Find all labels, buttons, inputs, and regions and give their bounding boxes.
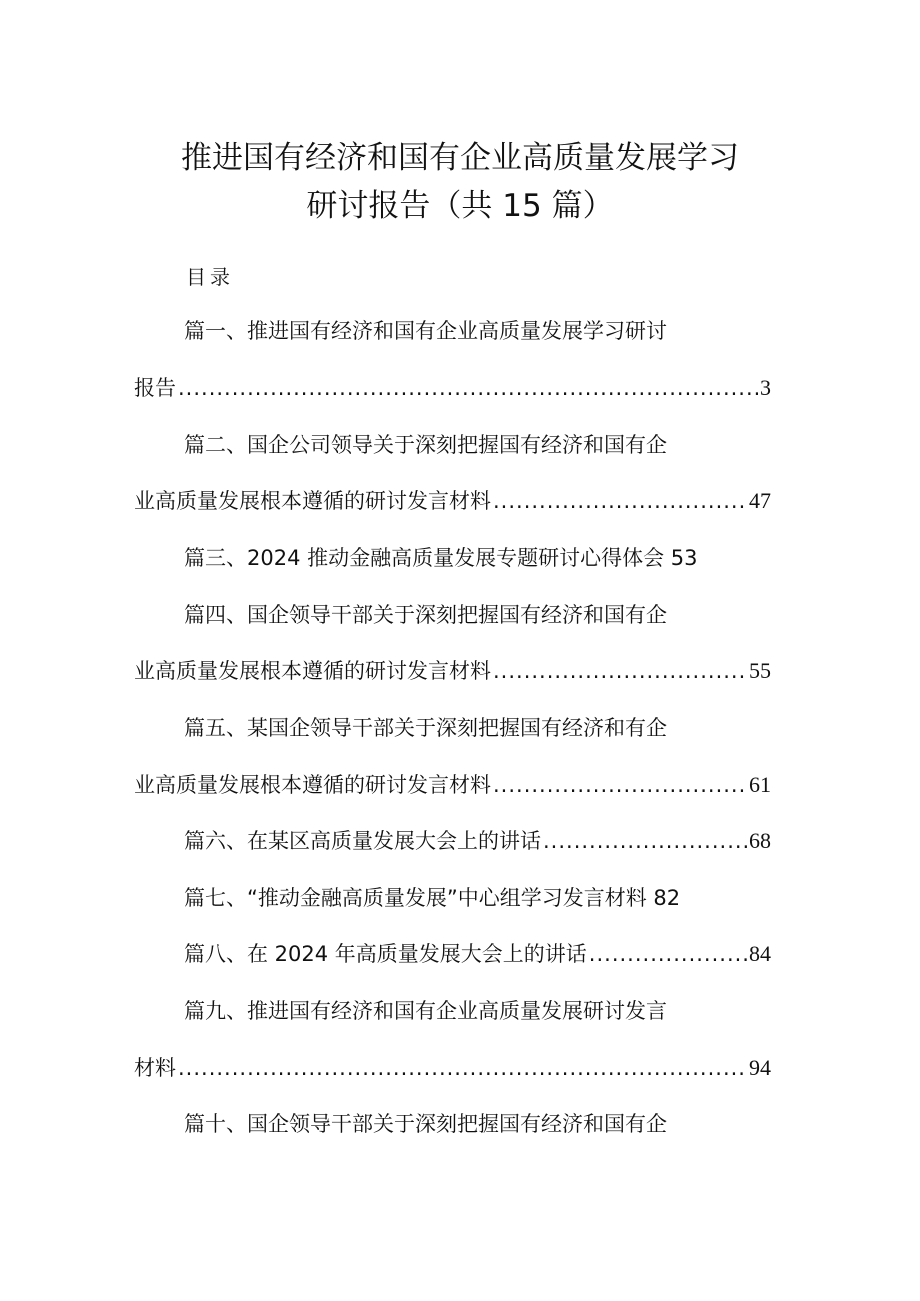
toc-entry-6-line-1[interactable] xyxy=(184,827,771,855)
toc-entry-6-text: 篇六、在某区高质量发展大会上的讲话 xyxy=(184,829,541,853)
toc-entry-8-text: 篇八、在 2024 年高质量发展大会上的讲话 xyxy=(184,942,587,966)
toc-entry-2-line-1[interactable]: 篇二、国企公司领导关于深刻把握国有经济和国有企 xyxy=(184,433,667,457)
toc-leader-dots xyxy=(589,940,747,968)
toc-entry-4-line-1[interactable]: 篇四、国企领导干部关于深刻把握国有经济和国有企 xyxy=(184,603,667,627)
toc-entry-9-page: 94 xyxy=(749,1055,771,1080)
toc-entry-2-line-2[interactable] xyxy=(134,487,771,515)
toc-entry-5-line-2[interactable] xyxy=(134,771,771,799)
toc-entry-2-page: 47 xyxy=(749,488,771,513)
toc-leader-dots xyxy=(493,657,747,685)
toc-entry-1-text: 报告 xyxy=(134,376,176,400)
document-title-line-2: 研讨报告（共 15 篇） xyxy=(306,188,614,224)
toc-entry-2-text: 业高质量发展根本遵循的研讨发言材料 xyxy=(134,489,491,513)
toc-entry-9-text: 材料 xyxy=(134,1056,176,1080)
toc-entry-4-page: 55 xyxy=(749,658,771,683)
toc-entry-1-line-1[interactable]: 篇一、推进国有经济和国有企业高质量发展学习研讨 xyxy=(184,319,667,343)
toc-entry-6-page: 68 xyxy=(749,828,771,853)
toc-entry-5-line-1[interactable]: 篇五、某国企领导干部关于深刻把握国有经济和有企 xyxy=(184,716,667,740)
toc-leader-dots xyxy=(493,487,747,515)
toc-entry-3-line-1[interactable]: 篇三、2024 推动金融高质量发展专题研讨心得体会 53 xyxy=(184,546,698,570)
toc-leader-dots xyxy=(493,771,747,799)
toc-leader-dots xyxy=(178,1054,747,1082)
toc-entry-8-page: 84 xyxy=(749,941,771,966)
toc-heading: 目录 xyxy=(186,265,234,289)
toc-entry-8-line-1[interactable] xyxy=(184,940,771,968)
toc-entry-1-line-2[interactable] xyxy=(134,374,771,402)
toc-entry-4-text: 业高质量发展根本遵循的研讨发言材料 xyxy=(134,659,491,683)
toc-leader-dots xyxy=(543,827,747,855)
toc-entry-10-line-1[interactable]: 篇十、国企领导干部关于深刻把握国有经济和国有企 xyxy=(184,1112,667,1136)
toc-entry-7-line-1[interactable]: 篇七、“推动金融高质量发展”中心组学习发言材料 82 xyxy=(184,886,681,910)
toc-entry-5-page: 61 xyxy=(749,772,771,797)
toc-entry-1-page: 3 xyxy=(760,375,771,400)
document-title-line-1: 推进国有经济和国有企业高质量发展学习 xyxy=(181,140,739,176)
toc-leader-dots xyxy=(178,374,758,402)
toc-entry-4-line-2[interactable] xyxy=(134,657,771,685)
toc-entry-9-line-1[interactable]: 篇九、推进国有经济和国有企业高质量发展研讨发言 xyxy=(184,999,667,1023)
toc-entry-9-line-2[interactable] xyxy=(134,1054,771,1082)
toc-entry-5-text: 业高质量发展根本遵循的研讨发言材料 xyxy=(134,773,491,797)
